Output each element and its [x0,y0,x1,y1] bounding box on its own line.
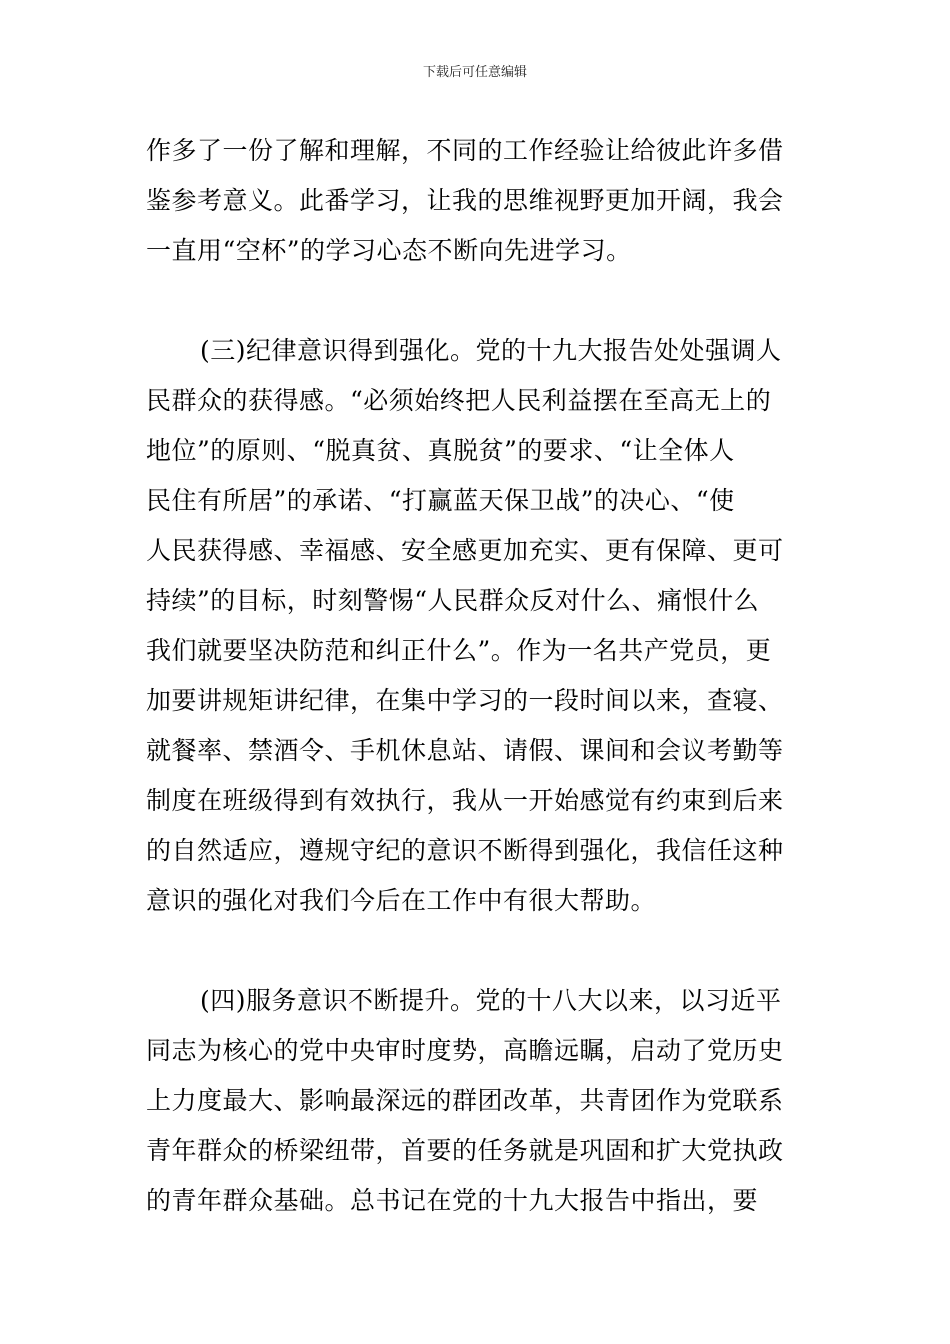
text-line: 民群众的获得感。“必须始终把人民利益摆在至高无上的 [146,386,772,415]
paragraph-spacer [146,276,806,326]
text-line: 的自然适应，遵规守纪的意识不断得到强化，我信任这种 [146,836,784,865]
text-line: 青年群众的桥梁纽带，首要的任务就是巩固和扩大党执政 [146,1136,784,1165]
paragraph-service [146,976,806,1226]
page-header-note: 下载后可任意编辑 [422,65,527,80]
paragraph-spacer [146,926,806,976]
text-line: (三)纪律意识得到强化。党的十九大报告处处强调人 [200,336,782,365]
text-line: 同志为核心的党中央审时度势，高瞻远瞩，启动了党历史 [146,1036,784,1065]
text-line: 上力度最大、影响最深远的群团改革，共青团作为党联系 [146,1086,784,1115]
paragraph-discipline [146,326,806,926]
text-line: 地位”的原则、“脱真贫、真脱贫”的要求、“让全体人 [146,436,735,465]
text-line: 的青年群众基础。总书记在党的十九大报告中指出，要 [146,1186,759,1215]
paragraph-continuation [146,126,806,276]
text-line: 就餐率、禁酒令、手机休息站、请假、课间和会议考勤等 [146,736,784,765]
text-line: 人民获得感、幸福感、安全感更加充实、更有保障、更可 [146,536,784,565]
text-line: 鉴参考意义。此番学习，让我的思维视野更加开阔，我会 [146,186,784,215]
text-line: 意识的强化对我们今后在工作中有很大帮助。 [146,886,657,915]
text-line: 民住有所居”的承诺、“打赢蓝天保卫战”的决心、“使 [146,486,735,515]
text-line: 加要讲规矩讲纪律，在集中学习的一段时间以来，查寝、 [146,686,784,715]
text-line: 持续”的目标，时刻警惕“人民群众反对什么、痛恨什么 [146,586,760,615]
text-line: 制度在班级得到有效执行，我从一开始感觉有约束到后来 [146,786,784,815]
text-line: (四)服务意识不断提升。党的十八大以来，以习近平 [200,986,782,1015]
text-line: 一直用“空杯”的学习心态不断向先进学习。 [146,236,632,265]
document-body [146,126,806,1226]
text-line: 我们就要坚决防范和纠正什么”。作为一名共产党员，更 [146,636,772,665]
text-line: 作多了一份了解和理解，不同的工作经验让给彼此许多借 [146,136,784,165]
